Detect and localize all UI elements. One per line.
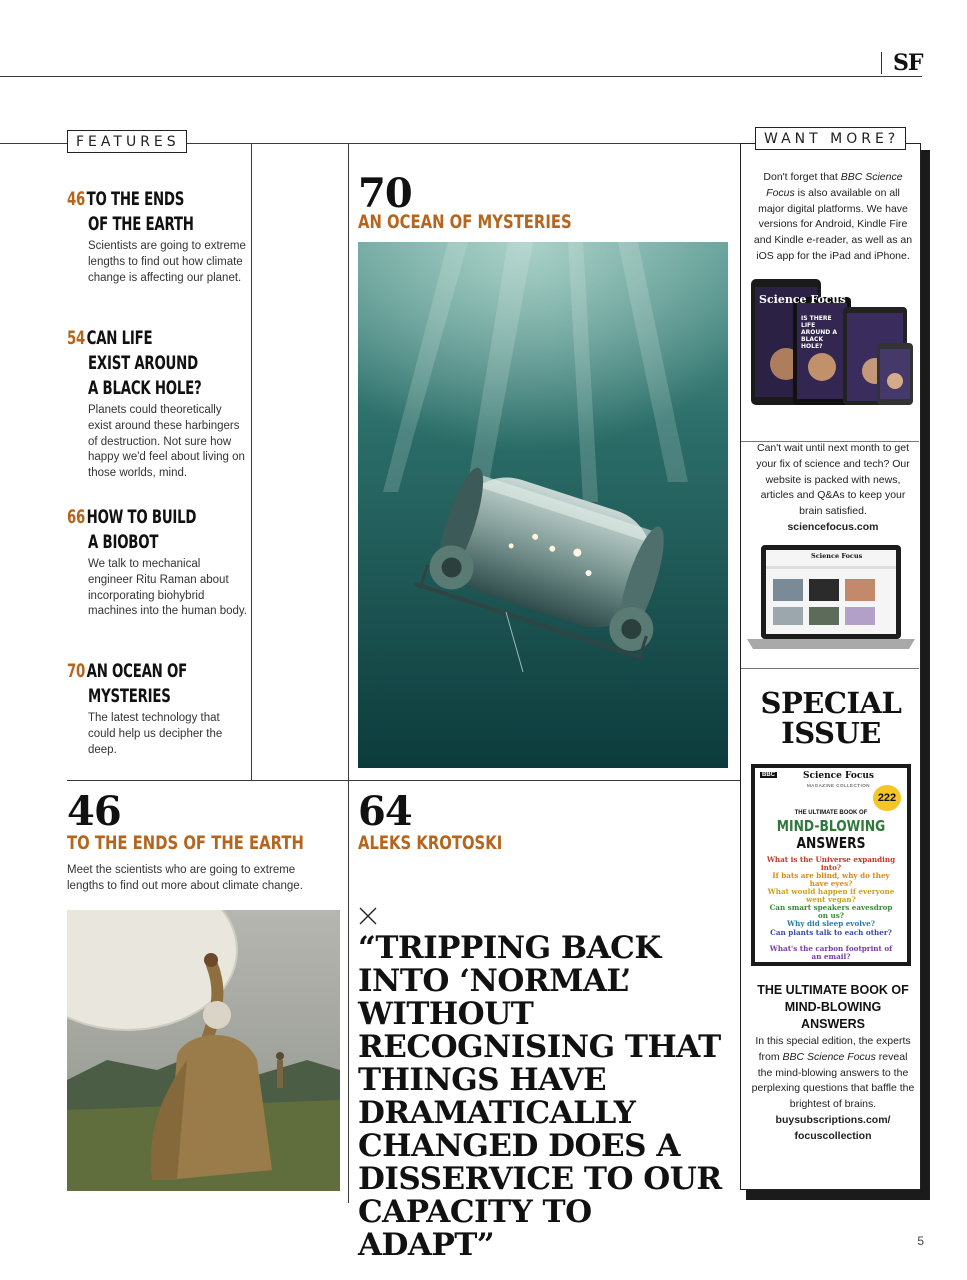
feature-item[interactable] [67,505,247,620]
page-number: 5 [917,1234,924,1248]
logo-divider [881,52,882,74]
feature-number: 54 [67,327,86,349]
feature-description: The latest technology that could help us decipher the deep. [88,712,223,756]
mid-rule [67,780,740,781]
col-divider-2 [348,143,349,1203]
feature-title: 46TO THE ENDS OF THE EARTH [67,188,194,235]
header-rule [0,76,922,77]
website-link[interactable]: sciencefocus.com [787,521,879,533]
krotoski-title[interactable]: ALEKS KROTOSKI [358,832,503,854]
earth-image[interactable] [67,910,340,1191]
website-text: Can't wait until next month to get your fix of science and tech? Our website is packed with news, articles and Q&As to keep your brain satisfied. [756,442,910,518]
cover-kicker: THE ULTIMATE BOOK OF [794,810,868,816]
sf-logo: SF [893,50,923,76]
laptop-site-title: Science Focus [811,552,863,560]
feature-title: 66HOW TO BUILD A BIOBOT [67,506,197,553]
want-more-tag: WANT MORE? [755,127,906,150]
feature-description: Scientists are going to extreme lengths to find out how climate change is affecting our planet. [88,240,246,284]
feature-title: 70AN OCEAN OF MYSTERIES [67,660,187,707]
ocean-photo [358,242,728,768]
feature-item[interactable] [67,659,247,758]
cover-question: What is the Universe expanding into? [766,855,896,872]
special-issue-heading: SPECIAL ISSUE [760,686,902,750]
cover-masthead: Science Focus [803,771,874,781]
cross-icon [358,906,378,926]
laptop-image[interactable] [747,545,915,653]
krotoski-page-number: 64 [358,788,412,835]
pull-quote: “TRIPPING BACK INTO ‘NORMAL’ WITHOUT RECOGNISING THAT THINGS HAVE DRAMATICALLY CHANGED DOES A DISSERVICE TO OUR CAPACITY TO ADAPT” [358,930,722,1263]
cover-badge: 222 [873,785,901,811]
device-cover-headline: IS THERE LIFE AROUND A BLACK HOLE? [801,315,837,350]
laptop-illustration [747,545,915,653]
book-description: In this special edition, the experts from BBC Science Focus reveal the mind-blowing answers to the perplexing questions that baffle the brightest of brains. [751,1035,915,1111]
cover-question: Why did sleep evolve? [787,919,875,928]
ocean-title[interactable]: AN OCEAN OF MYSTERIES [358,211,572,233]
feature-number: 70 [67,660,86,682]
ocean-image[interactable] [358,242,728,768]
feature-item[interactable] [67,326,247,482]
book-title: THE ULTIMATE BOOK OF MIND-BLOWING ANSWERS [757,983,909,1031]
sidebar-divider [741,668,919,669]
book-link[interactable]: buysubscriptions.com/ focuscollection [775,1114,891,1142]
cover-title-1: MIND-BLOWING [776,817,886,835]
features-tag: FEATURES [67,130,187,153]
book-cover[interactable] [751,764,911,966]
ocean-page-number: 70 [358,170,412,217]
cover-question: If bats are blind, why do they have eyes? [772,871,890,888]
earth-photo [67,910,340,1191]
feature-number: 66 [67,506,86,528]
cover-title-2: ANSWERS [796,834,866,852]
cover-question: What would happen if everyone went vegan? [767,887,895,904]
feature-title: 54CAN LIFE EXIST AROUND A BLACK HOLE? [67,327,202,399]
feature-description: Planets could theoretically exist around these harbingers of destruction. Not sure how happy we'd feel about living on those worlds, mind. [88,404,245,480]
earth-title[interactable]: TO THE ENDS OF THE EARTH [67,832,304,854]
feature-item[interactable] [67,187,247,286]
device-cover-title: Science Focus [759,293,846,306]
earth-description: Meet the scientists who are going to extreme lengths to find out more about climate change. [67,864,303,892]
cover-masthead-sub: MAGAZINE COLLECTION [807,783,871,788]
earth-page-number: 46 [67,788,121,835]
digital-platforms-text: Don't forget that BBC Science Focus is also available on all major digital platforms. We have versions for Android, Kindle Fire and Kindle e-reader, as well as an iOS app for the iPad and iPhone. [753,171,913,262]
cover-page [755,768,907,962]
cover-bbc: BBC [762,772,775,778]
cover-question: What's the carbon footprint of an email? [769,944,893,961]
devices-image[interactable] [751,279,914,407]
cover-question: Can smart speakers eavesdrop on us? [769,903,893,920]
feature-number: 46 [67,188,86,210]
feature-description: We talk to mechanical engineer Ritu Raman about incorporating biohybrid machines into the human body. [88,558,247,618]
cover-question: Can plants talk to each other? [770,928,892,937]
